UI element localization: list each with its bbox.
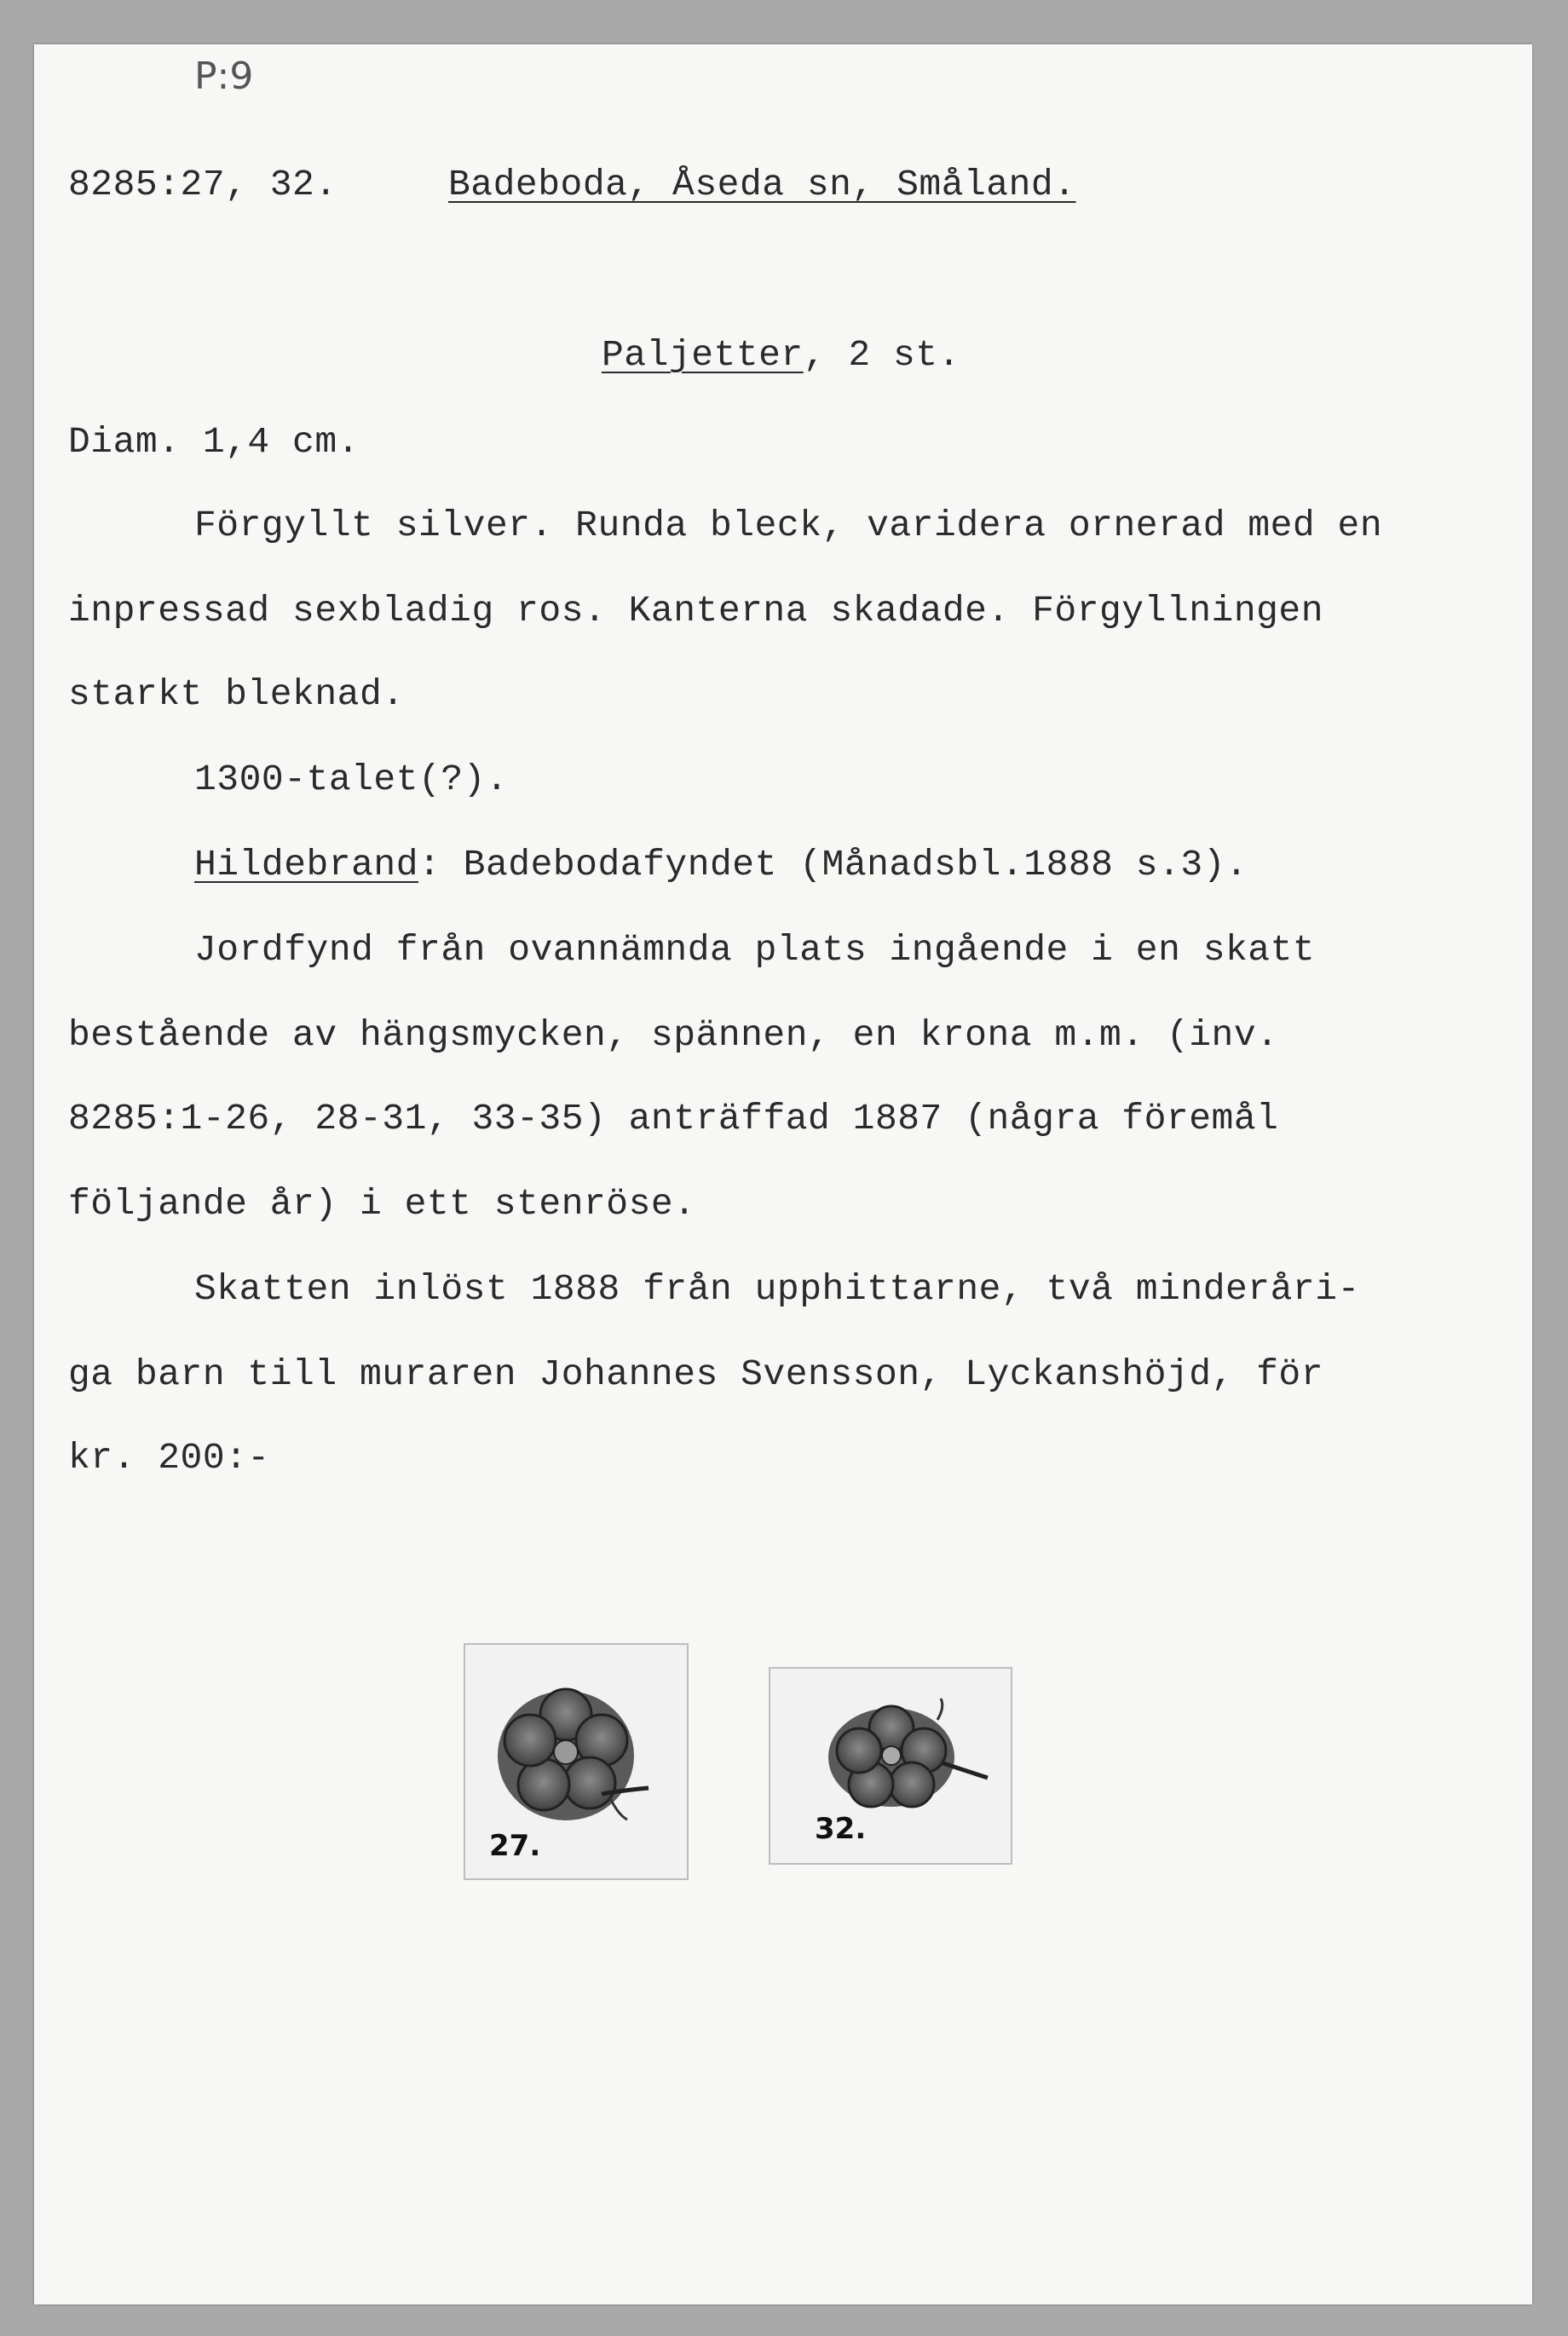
reference-text: : Badebodafyndet (Månadsbl.1888 s.3). bbox=[418, 844, 1248, 885]
find-context-line-2: bestående av hängsmycken, spännen, en krona m.m. (inv. bbox=[68, 1014, 1279, 1056]
photo-label-27: 27. bbox=[489, 1829, 541, 1863]
location: Badeboda, Åseda sn, Småland. bbox=[448, 164, 1076, 205]
dimension: Diam. 1,4 cm. bbox=[68, 421, 360, 463]
acquisition-line-1: Skatten inlöst 1888 från upphittarne, två minderåri- bbox=[194, 1268, 1360, 1310]
object-count: , 2 st. bbox=[803, 334, 960, 376]
dating: 1300-talet(?). bbox=[194, 758, 509, 800]
photo-label-32: 32. bbox=[815, 1812, 867, 1846]
object-heading bbox=[602, 334, 960, 377]
catalog-card bbox=[34, 44, 1532, 2304]
object-name: Paljetter bbox=[602, 334, 804, 376]
acquisition-line-3: kr. 200:- bbox=[68, 1437, 270, 1479]
sequin-rose-image bbox=[770, 1669, 1011, 1863]
find-context-line-3: 8285:1-26, 28-31, 33-35) anträffad 1887 (några föremål bbox=[68, 1098, 1279, 1139]
photo-sequin-27 bbox=[464, 1643, 689, 1880]
corner-mark: P:9 bbox=[194, 55, 254, 98]
inventory-number: 8285:27, 32. bbox=[68, 164, 337, 205]
description-line-1: Förgyllt silver. Runda bleck, varidera ornerad med en bbox=[194, 505, 1383, 546]
find-context-line-1: Jordfynd från ovannämnda plats ingående i en skatt bbox=[194, 929, 1316, 971]
description-line-3: starkt bleknad. bbox=[68, 673, 405, 715]
reference bbox=[194, 844, 1248, 886]
description-line-2: inpressad sexbladig ros. Kanterna skadade. Förgyllningen bbox=[68, 590, 1324, 632]
photo-sequin-32 bbox=[769, 1667, 1012, 1865]
find-context-line-4: följande år) i ett stenröse. bbox=[68, 1183, 696, 1225]
reference-author: Hildebrand bbox=[194, 844, 419, 885]
acquisition-line-2: ga barn till muraren Johannes Svensson, Lyckanshöjd, för bbox=[68, 1353, 1324, 1395]
